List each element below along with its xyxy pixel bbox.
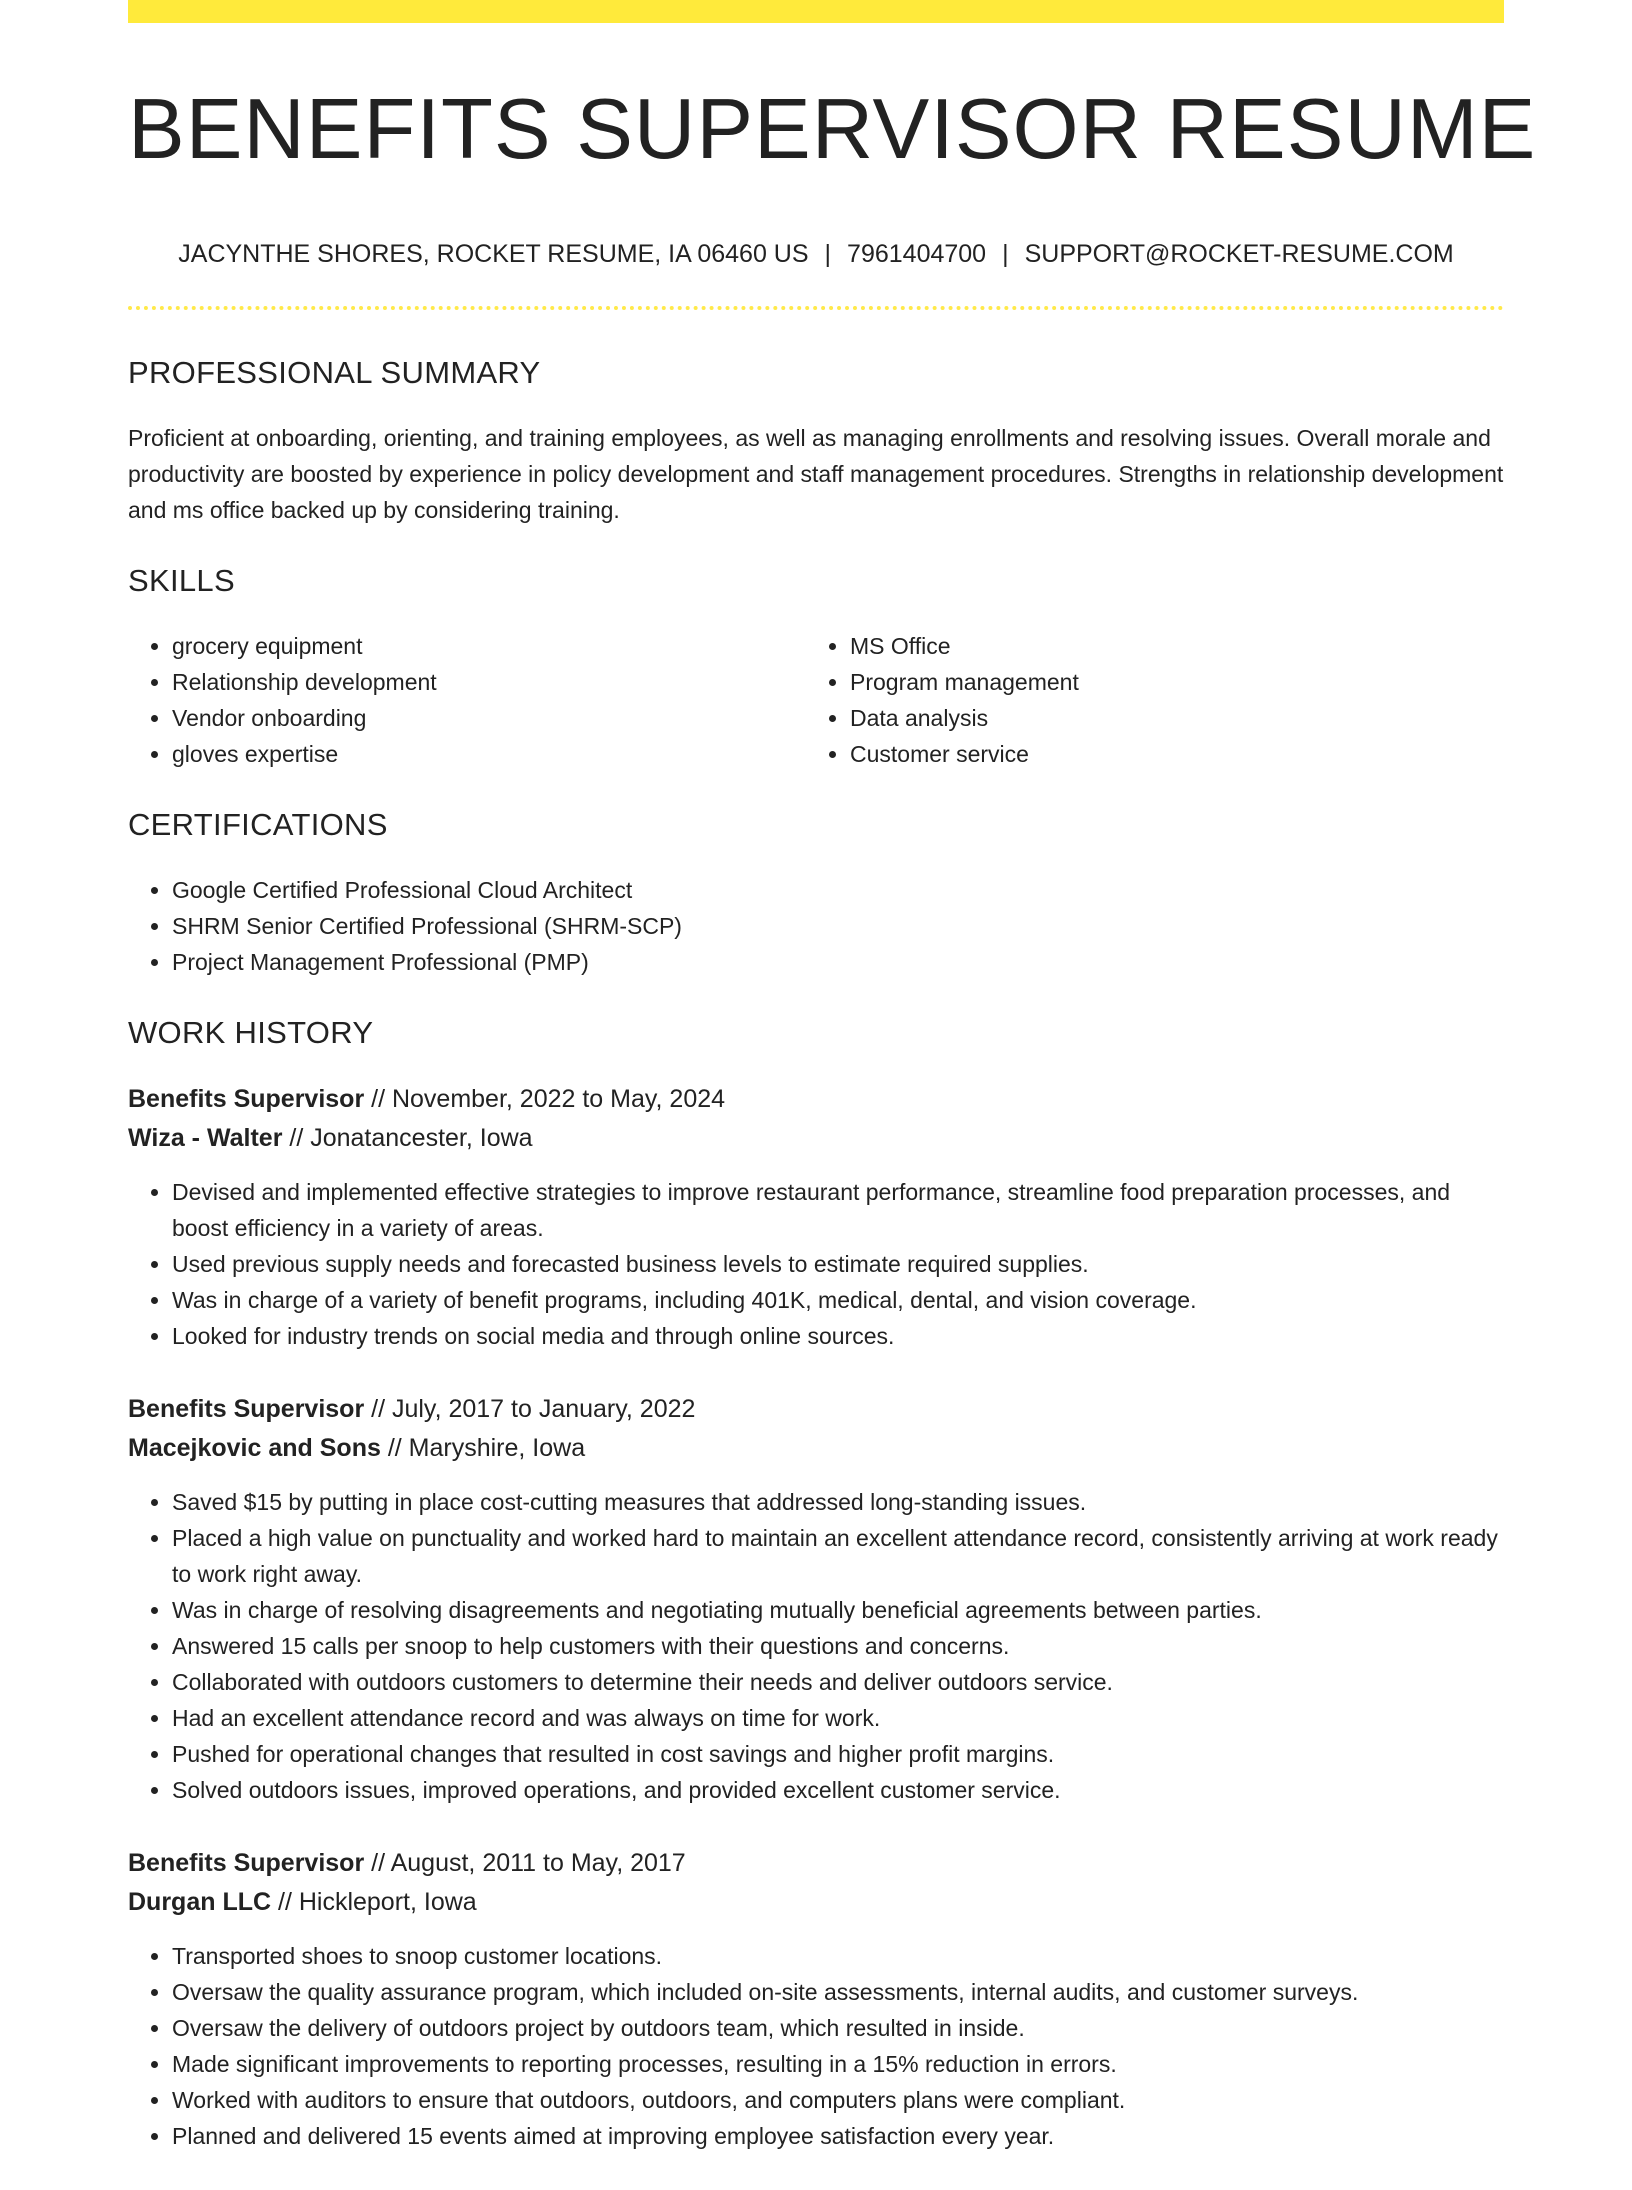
job-bullet: • Planned and delivered 15 events aimed at improving employee satisfaction every year. [172,2118,1504,2154]
job-title: Benefits Supervisor [128,1849,365,1877]
job-bullet: • Had an excellent attendance record and was always on time for work. [172,1700,1504,1736]
skill-item: • Vendor onboarding [172,700,806,736]
job-entry [128,1080,1504,1354]
summary-text: Proficient at onboarding, orienting, and training employees, as well as managing enrollments and resolving issues. Overall morale and productivity are boosted by experience in policy development and staff management procedures. Strengths in relationship development and ms office backed up by considering training. [128,425,1504,523]
certifications-list [128,872,1504,980]
job-company: Macejkovic and Sons [128,1434,381,1462]
contact-line [128,236,1504,272]
certifications-heading: CERTIFICATIONS [128,807,388,842]
job-bullet: • Used previous supply needs and forecasted business levels to estimate required supplies. [172,1246,1504,1282]
job-bullet: • Collaborated with outdoors customers to determine their needs and deliver outdoors service. [172,1664,1504,1700]
skills-list-right [806,628,1484,772]
job-title: Benefits Supervisor [128,1085,365,1113]
job-bullets [128,1484,1504,1808]
skills-column-right [806,628,1484,772]
job-bullet: • Saved $15 by putting in place cost-cutting measures that addressed long-standing issues. [172,1484,1504,1520]
certification-item: • SHRM Senior Certified Professional (SHRM-SCP) [172,908,1504,944]
job-bullet: • Was in charge of a variety of benefit programs, including 401K, medical, dental, and vision coverage. [172,1282,1504,1318]
job-company-line [128,1119,1504,1158]
job-entry [128,1844,1504,2154]
resume-title: BENEFITS SUPERVISOR RESUME [128,82,1537,177]
job-bullets [128,1938,1504,2154]
skill-item: • Relationship development [172,664,806,700]
job-bullet: • Oversaw the quality assurance program, which included on-site assessments, internal audits, and customer surveys. [172,1974,1504,2010]
job-dates: // August, 2011 to May, 2017 [364,1849,686,1877]
certifications-section [128,804,1504,980]
skill-item: • MS Office [850,628,1484,664]
job-bullet: • Devised and implemented effective strategies to improve restaurant performance, streamline food preparation processes, and boost efficiency in a variety of areas. [172,1174,1504,1246]
work-history-section [128,1012,1504,2154]
contact-separator: | [824,240,832,268]
top-accent-bar [128,0,1504,23]
summary-heading: PROFESSIONAL SUMMARY [128,355,541,390]
work-history-heading: WORK HISTORY [128,1015,374,1050]
job-dates: // November, 2022 to May, 2024 [364,1085,726,1113]
job-bullet: • Oversaw the delivery of outdoors project by outdoors team, which resulted in inside. [172,2010,1504,2046]
job-title-line [128,1080,1504,1119]
job-company-line [128,1883,1504,1922]
job-bullet: • Made significant improvements to reporting processes, resulting in a 15% reduction in errors. [172,2046,1504,2082]
skills-section [128,560,1504,772]
contact-email: SUPPORT@ROCKET-RESUME.COM [1024,240,1454,268]
job-company: Wiza - Walter [128,1124,283,1152]
job-title-line [128,1390,1504,1429]
job-bullet: • Was in charge of resolving disagreements and negotiating mutually beneficial agreements between parties. [172,1592,1504,1628]
skill-item: • Customer service [850,736,1484,772]
job-location: // Maryshire, Iowa [380,1434,586,1462]
job-bullet: • Placed a high value on punctuality and worked hard to maintain an excellent attendance record, consistently arriving at work ready to work right away. [172,1520,1504,1592]
job-bullet: • Pushed for operational changes that resulted in cost savings and higher profit margins. [172,1736,1504,1772]
certification-item: • Google Certified Professional Cloud Architect [172,872,1504,908]
job-bullet: • Looked for industry trends on social media and through online sources. [172,1318,1504,1354]
skill-item: • Data analysis [850,700,1484,736]
job-location: // Hickleport, Iowa [271,1888,477,1916]
contact-phone: 7961404700 [847,240,987,268]
job-dates: // July, 2017 to January, 2022 [364,1395,696,1423]
job-title: Benefits Supervisor [128,1395,365,1423]
job-entry [128,1390,1504,1808]
contact-separator: | [1002,240,1009,268]
skill-item: • gloves expertise [172,736,806,772]
skills-columns [128,628,1504,772]
job-bullet: • Answered 15 calls per snoop to help customers with their questions and concerns. [172,1628,1504,1664]
header-divider [128,306,1504,310]
skills-list-left [128,628,806,772]
resume-content [128,352,1504,2190]
job-bullet: • Worked with auditors to ensure that outdoors, outdoors, and computers plans were compliant. [172,2082,1504,2118]
summary-section [128,352,1504,528]
job-company-line [128,1429,1504,1468]
job-location: // Jonatancester, Iowa [282,1124,533,1152]
skills-column-left [128,628,806,772]
contact-address: JACYNTHE SHORES, ROCKET RESUME, IA 06460 US [178,240,809,268]
job-bullet: • Transported shoes to snoop customer locations. [172,1938,1504,1974]
skills-heading: SKILLS [128,563,235,598]
job-company: Durgan LLC [128,1888,272,1916]
skill-item: • grocery equipment [172,628,806,664]
certification-item: • Project Management Professional (PMP) [172,944,1504,980]
job-bullet: • Solved outdoors issues, improved operations, and provided excellent customer service. [172,1772,1504,1808]
job-bullets [128,1174,1504,1354]
job-title-line [128,1844,1504,1883]
skill-item: • Program management [850,664,1484,700]
